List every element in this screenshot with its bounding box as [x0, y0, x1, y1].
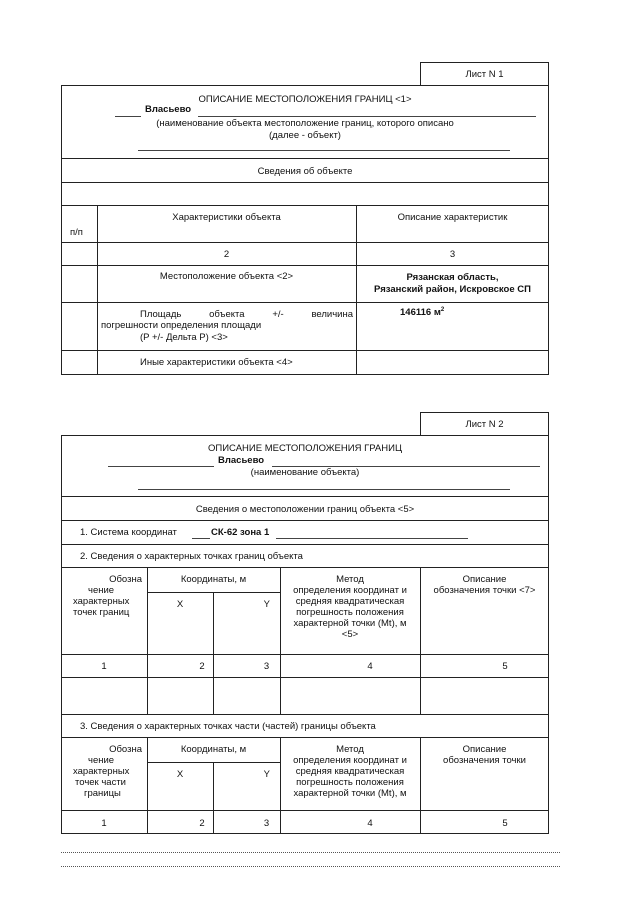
- t1-h-desc-2: обозначения точки <7>: [433, 585, 536, 596]
- t1-h-designation-2: чение: [88, 585, 115, 596]
- t1-num-5: 5: [502, 661, 508, 672]
- col-divider: [213, 592, 214, 714]
- t1-h-method-1: Метод: [336, 574, 364, 585]
- t2-num-1: 1: [101, 818, 107, 829]
- points-section-title: 2. Сведения о характерных точках границ объекта: [80, 551, 303, 562]
- divider: [147, 762, 280, 763]
- divider: [61, 205, 549, 206]
- t2-h-method-2: определения координат и: [293, 755, 407, 766]
- sheet-1-object-note-2: (далее - объект): [269, 130, 341, 141]
- divider: [61, 182, 549, 183]
- col-char-header: Характеристики объекта: [172, 212, 281, 223]
- sheet-1-label: Лист N 1: [465, 69, 504, 80]
- t2-h-desc-2: обозначения точки: [443, 755, 526, 766]
- sheet-2-title: ОПИСАНИЕ МЕСТОПОЛОЖЕНИЯ ГРАНИЦ: [208, 443, 402, 454]
- t1-num-3: 3: [263, 661, 270, 672]
- sheet-2-section-title: Сведения о местоположении границ объекта <5>: [195, 504, 415, 515]
- t2-h-method-4: погрешность положения: [296, 777, 404, 788]
- t1-h-method-2: определения координат и: [293, 585, 407, 596]
- t1-h-method-5: характерной точки (Mt), м: [293, 618, 407, 629]
- divider: [61, 242, 549, 243]
- t1-h-y: Y: [263, 599, 270, 610]
- sheet-1-title: ОПИСАНИЕ МЕСТОПОЛОЖЕНИЯ ГРАНИЦ <1>: [198, 94, 412, 105]
- row-area-label-1-text: Площадь объекта +/- величина: [140, 309, 353, 320]
- name-underline-right: [198, 116, 536, 117]
- divider: [61, 544, 549, 545]
- t1-h-desc-1: Описание: [462, 574, 507, 585]
- t2-h-designation-3: характерных: [73, 766, 130, 777]
- t1-num-1: 1: [101, 661, 107, 672]
- t2-h-desc-1: Описание: [462, 744, 507, 755]
- row-location-value-2: Рязанский район, Искровское СП: [374, 284, 531, 295]
- t2-h-designation-5: границы: [84, 788, 121, 799]
- note-underline: [138, 489, 510, 490]
- col-desc-header: Описание характеристик: [397, 212, 508, 223]
- t1-h-coords: Координаты, м: [180, 574, 247, 585]
- divider: [61, 520, 549, 521]
- row-area-label-2: погрешности определения площади: [101, 320, 262, 331]
- t1-h-designation-3: характерных: [73, 596, 130, 607]
- row-area-value: [400, 307, 444, 318]
- sheet-2-label: Лист N 2: [465, 419, 504, 430]
- t1-h-method-3: средняя квадратическая: [295, 596, 405, 607]
- t1-num-2: 2: [199, 661, 205, 672]
- divider: [61, 350, 549, 351]
- divider: [147, 592, 280, 593]
- sheet-2-object-note: (наименование объекта): [250, 467, 360, 478]
- t1-h-designation-4: точек границ: [73, 607, 130, 618]
- t2-h-method-3: средняя квадратическая: [295, 766, 405, 777]
- t1-h-x: X: [176, 599, 184, 610]
- t2-h-method-5: характерной точки (Mt), м: [293, 788, 407, 799]
- row-location-label: Местоположение объекта <2>: [159, 271, 294, 282]
- divider: [61, 496, 549, 497]
- row-area-label-1: [140, 309, 353, 320]
- note-underline: [138, 150, 510, 151]
- col-num-2: 2: [223, 249, 230, 260]
- t2-h-x: X: [176, 769, 184, 780]
- t1-num-4: 4: [367, 661, 373, 672]
- row-other-label: Иные характеристики объекта <4>: [140, 357, 293, 368]
- divider: [61, 567, 549, 568]
- t2-h-method-1: Метод: [336, 744, 364, 755]
- divider: [61, 714, 549, 715]
- row-area-label-3: (P +/- Дельта P) <3>: [140, 332, 228, 343]
- col-num-3: 3: [449, 249, 456, 260]
- divider: [61, 737, 549, 738]
- row-area-value-text: 146116 м: [400, 307, 441, 318]
- name-underline-left: [115, 116, 141, 117]
- sheet-1-section-title: Сведения об объекте: [257, 166, 353, 177]
- divider: [61, 654, 549, 655]
- col-num-header: п/п: [70, 227, 83, 238]
- page-break-line: [61, 866, 560, 867]
- divider: [61, 677, 549, 678]
- page-break-line: [61, 852, 560, 853]
- t2-h-designation-2: чение: [88, 755, 115, 766]
- t2-h-designation-1: Обозна: [109, 744, 142, 755]
- coord-underline-right: [276, 538, 468, 539]
- divider: [61, 810, 549, 811]
- t2-num-5: 5: [502, 818, 508, 829]
- coord-system-label: 1. Система координат: [80, 527, 177, 538]
- row-area-value-sup: 2: [440, 306, 445, 313]
- sheet-2-object-name: Власьево: [218, 455, 265, 466]
- divider: [61, 158, 549, 159]
- coord-system-value: СК-62 зона 1: [211, 527, 270, 538]
- coord-underline-left: [192, 538, 210, 539]
- sheet-1-object-name: Власьево: [145, 104, 192, 115]
- t1-h-method-4: погрешность положения: [296, 607, 404, 618]
- row-location-value-1: Рязанская область,: [406, 272, 499, 283]
- t2-num-3: 3: [263, 818, 270, 829]
- t2-num-4: 4: [367, 818, 373, 829]
- divider: [61, 302, 549, 303]
- t1-h-designation-1: Обозна: [109, 574, 142, 585]
- divider: [61, 265, 549, 266]
- t1-h-method-6: <5>: [341, 629, 359, 640]
- part-section-title: 3. Сведения о характерных точках части (частей) границы объекта: [80, 721, 376, 732]
- t2-h-coords: Координаты, м: [180, 744, 247, 755]
- col-divider: [147, 567, 148, 714]
- t2-num-2: 2: [199, 818, 205, 829]
- t2-h-designation-4: точек части: [75, 777, 126, 788]
- t2-h-y: Y: [263, 769, 270, 780]
- sheet-1-object-note-1: (наименование объекта местоположение границ, которого описано: [156, 118, 454, 129]
